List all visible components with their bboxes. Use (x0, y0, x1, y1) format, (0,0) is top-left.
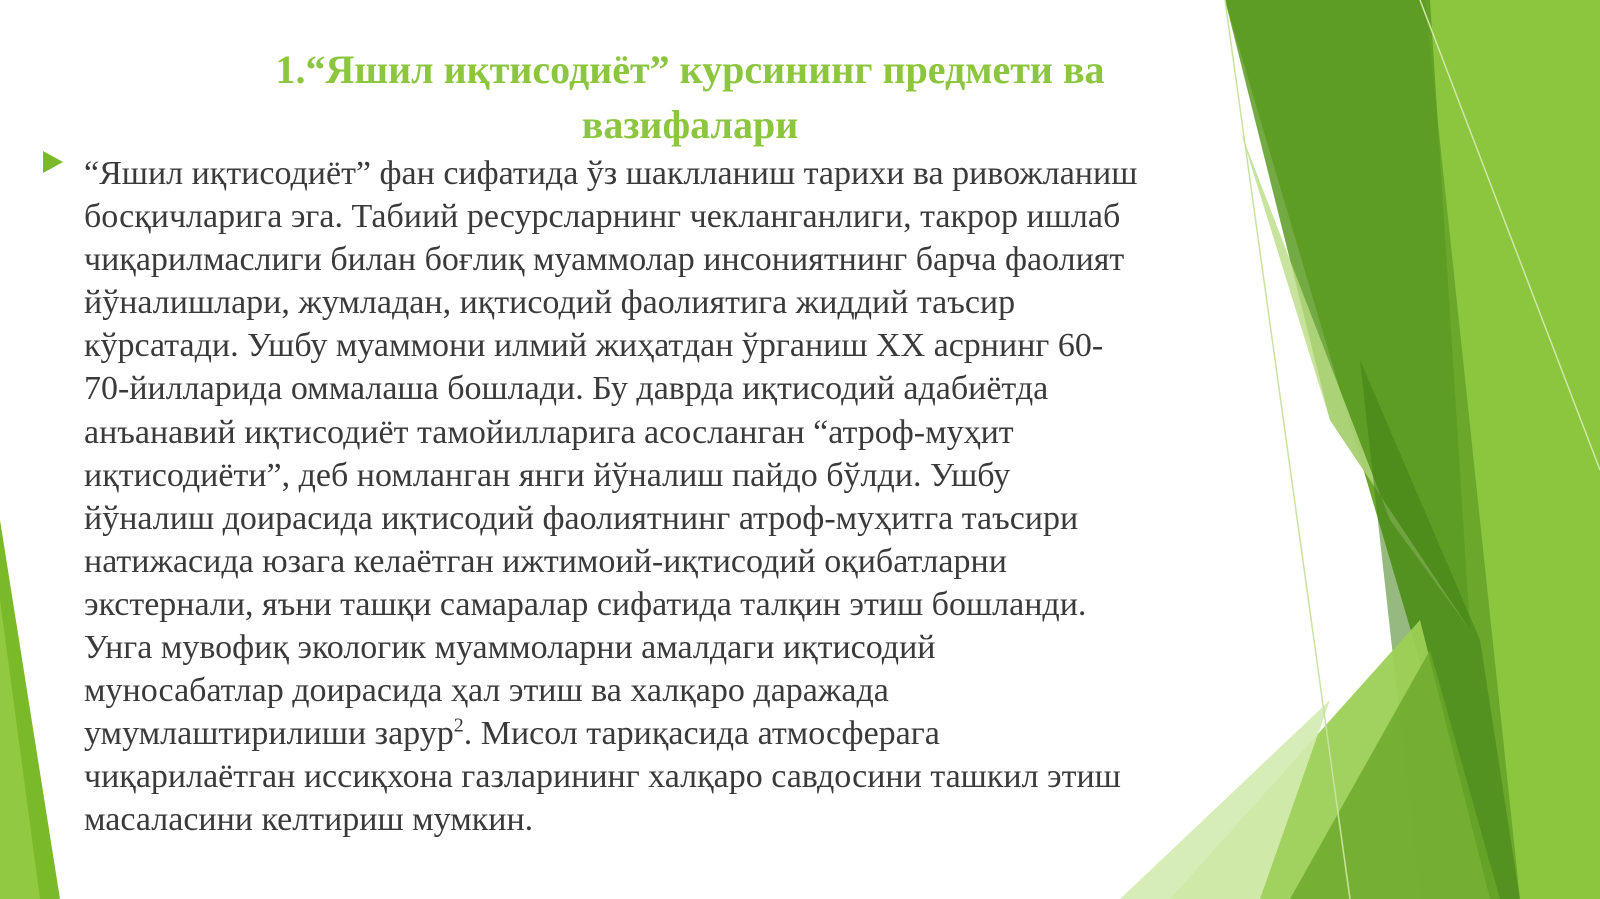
slide-body-text (84, 152, 1404, 842)
body-line: масаласини келтириш мумкин. (84, 801, 534, 839)
body-line: йўналишлари, жумладан, иқтисодий фаолиятига жиддий таъсир (84, 284, 1016, 322)
body-line-part: умумлаштирилиши зарур (84, 715, 454, 753)
body-line: чиқарилмаслиги билан боғлиқ муаммолар инсониятнинг барча фаолият (84, 241, 1125, 279)
body-line: иқтисодиёти”, деб номланган янги йўналиш пайдо бўлди. Ушбу (84, 456, 1011, 494)
slide-title (150, 42, 1230, 152)
body-line: муносабатлар доирасида ҳал этиш ва халқаро даражада (84, 672, 889, 710)
body-line: чиқарилаётган иссиқхона газларининг халқаро савдосини ташкил этиш (84, 758, 1121, 796)
footnote-mark: 2 (453, 714, 464, 737)
body-line: экстернали, яъни ташқи самаралар сифатида талқин этиш бошланди. (84, 585, 1087, 623)
body-line: 70-йилларида оммалаша бошлади. Бу даврда иқтисодий адабиётда (84, 370, 1049, 408)
slide-title-line-1: 1.“Яшил иқтисодиёт” курсининг предмети ва (275, 47, 1105, 92)
body-line: натижасида юзага келаётган ижтимоий-иқтисодий оқибатларни (84, 542, 1007, 580)
body-line-part: . Мисол тариқасида атмосферага (463, 715, 940, 753)
body-line: Унга мувофиқ экологик муаммоларни амалдаги иқтисодий (84, 629, 936, 667)
body-line-with-footnote (84, 712, 1404, 755)
bullet-arrow-icon (43, 151, 63, 173)
body-line: “Яшил иқтисодиёт” фан сифатида ўз шаклланиш тарихи ва ривожланиш (84, 155, 1138, 192)
body-line: босқичларига эга. Табиий ресурсларнинг чекланганлиги, такрор ишлаб (84, 198, 1121, 236)
body-line: кўрсатади. Ушбу муаммони илмий жиҳатдан ўрганиш XX асрнинг 60- (84, 327, 1104, 365)
slide-title-line-2: вазифалари (581, 102, 799, 147)
body-line: анъанавий иқтисодиёт тамойилларига асосланган “атроф-муҳит (84, 413, 1014, 451)
body-line: йўналиш доирасида иқтисодий фаолиятнинг атроф-муҳитга таъсири (84, 499, 1079, 537)
